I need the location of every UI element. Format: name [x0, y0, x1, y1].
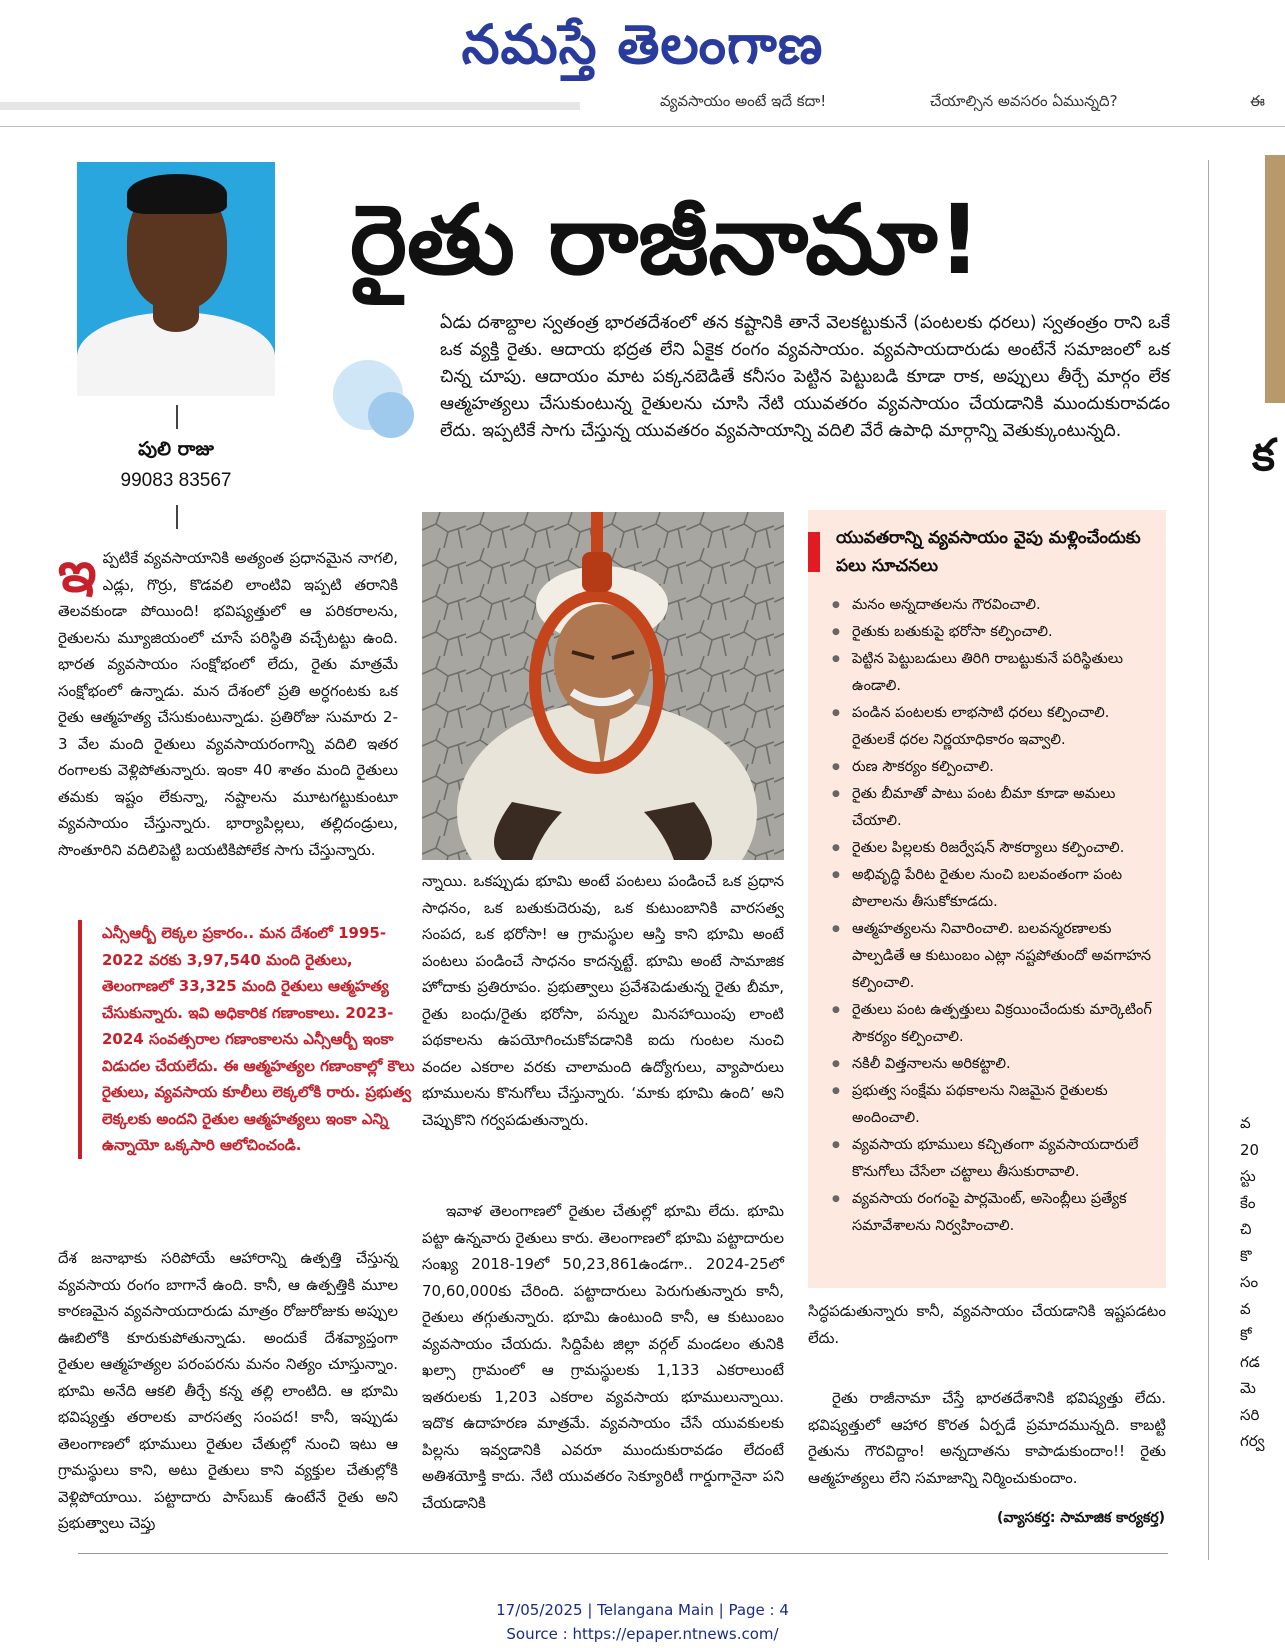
farmer-noose-illustration [422, 512, 784, 860]
column-2-para-2: ఇవాళ తెలంగాణలో రైతుల చేతుల్లో భూమి లేదు. భూమి పట్టా ఉన్నవారు రైతులు కారు. తెలంగాణలో భూమి పట్టాదారుల సంఖ్య 2018-19లో 50,23,861ఉండగా.. 2024-25లో 70,60,000కు చేరింది. పట్టాదారులు పెరుగుతున్నారు కానీ, రైతులు తగ్గుతున్నారు. భూమి ఉంటుంది కానీ, ఆ కుటుంబం వ్యవసాయం చేయదు. సిద్దిపేట జిల్లా వర్గల్ మండలం తునికి ఖల్సా గ్రామంలో ఆ గ్రామస్థులకు 1,133 ఎకరాలుంటే ఇతరులకు 1,203 ఎకరాల వ్యవసాయ భూములున్నాయి. ఇదొక ఉదాహరణ మాత్రమే. వ్యవసాయం చేసే యువకులకు పిల్లను ఇవ్వడానికి ఎవరూ ముందుకురావడం లేదంటే అతిశయోక్తి కాదు. నేటి యువతరం సెక్యూరిటీ గార్డుగానైనా పని చేయడానికి [422, 1202, 784, 1512]
strip-bar [0, 102, 580, 110]
pull-quote: ఎన్సీఆర్బీ లెక్కల ప్రకారం.. మన దేశంలో 1995-2022 వరకు 3,97,540 మంది రైతులు, తెలంగాణలో 33,325 మంది రైతులు ఆత్మహత్య చేసుకున్నారు. ఇవి అధికారిక గణాంకాలు. 2023- 2024 సంవత్సరాల గణాంకాలను ఎన్సీఆర్బీ ఇంకా విడుదల చేయలేదు. ఈ ఆత్మహత్యల గణాంకాల్లో కౌలు రైతులు, వ్యవసాయ కూలీలు లెక్కలోకి రారు. ప్రభుత్వ లెక్కలకు అందని రైతుల ఆత్మహత్యలు ఇంకా ఎన్ని ఉన్నాయో ఒక్కసారి ఆలోచించండి. [78, 920, 422, 1159]
list-item: ● రైతు బీమాతో పాటు పంట బీమా కూడా అమలు చేయాలి. [832, 781, 1152, 835]
divider [0, 126, 1285, 127]
masthead-logo: నమస్తే తెలంగాణ [461, 13, 824, 76]
strip-snippet-1: వ్యవసాయం అంటే ఇదే కదా! [660, 92, 827, 110]
adjacent-headline-glyph: క [1252, 430, 1275, 481]
list-item: ● రైతుల పిల్లలకు రిజర్వేషన్ సౌకర్యాలు కల్పించాలి. [832, 835, 1152, 862]
page-footer [0, 1598, 1285, 1646]
list-item: ● రైతులు పంట ఉత్పత్తులు విక్రయించేందుకు మార్కెటింగ్ సౌకర్యం కల్పించాలి. [832, 997, 1152, 1051]
strip-snippet-2: చేయాల్సిన అవసరం ఏమున్నది? [930, 92, 1118, 110]
intro-paragraph: ఏడు దశాబ్దాల స్వతంత్ర భారతదేశంలో తన కష్టానికి తానే వెలకట్టుకునే (పంటలకు ధరలు) స్వతంత్రం రాని ఒకే ఒక వ్యక్తి రైతు. ఆదాయ భద్రత లేని ఏకైక రంగం వ్యవసాయం. వ్యవసాయదారుడు అంటేనే సమాజంలో ఒక చిన్న చూపు. ఆదాయం మాట పక్కనబెడితే కనీసం పెట్టిన పెట్టుబడి కూడా రాక, అప్పులు తీర్చే మార్గం లేక ఆత్మహత్యలు చేసుకుంటున్న రైతులను చూసి నేటి యువతరం వ్యవసాయం చేయడానికి ముందుకురావడం లేదు. ఇప్పటికే సాగు చేస్తున్న యువతరం వ్యవసాయాన్ని వదిలి వేరే ఉపాధి మార్గాన్ని వెతుక్కుంటున్నది. [440, 313, 1170, 441]
adjacent-article-image [1265, 155, 1285, 403]
list-item: ● అభివృద్ధి పేరిట రైతుల నుంచి బలవంతంగా పంట పొలాలను తీసుకోకూడదు. [832, 862, 1152, 916]
author-name: పులి రాజు [138, 438, 214, 460]
suggestions-list [832, 592, 1152, 1240]
decorative-circle [368, 392, 414, 438]
sidebar-title: యువతరాన్ని వ్యవసాయం వైపు మళ్లించేందుకు పలు సూచనలు [836, 528, 1141, 576]
column-1-para-2: దేశ జనాభాకు సరిపోయే ఆహారాన్ని ఉత్పత్తి చేస్తున్న వ్యవసాయ రంగం బాగానే ఉంది. కానీ, ఆ ఉత్పత్తికి మూల కారణమైన వ్యవసాయదారుడు మాత్రం రోజురోజుకు అప్పుల ఊబిలోకి కూరుకుపోతున్నాడు. అందుకే దేశవ్యాప్తంగా రైతుల ఆత్మహత్యల పరంపరను మనం నిత్యం చూస్తున్నాం. భూమి అనేది ఆకలి తీర్చే కన్న తల్లి లాంటిది. ఆ భూమి భవిష్యత్తు తరాలకు వారసత్వ సంపద! కానీ, ఇప్పుడు తెలంగాణలో భూములు రైతుల చేతుల్లో నుంచి ఇటు ఆ గ్రామస్థులు కాని, అటు రైతులు కాని వ్యక్తుల చేతుల్లోకి వెళ్లిపోయాయి. పట్టాదారు పాస్‌బుక్ ఉంటేనే రైతు అని ప్రభుత్వాలు చెప్తు [58, 1249, 398, 1532]
column-1-para-1: ప్పటికే వ్యవసాయానికి అత్యంత ప్రధానమైన నాగలి, ఎడ్లు, గొర్రు, కొడవలి లాంటివి ఇప్పటి తరానికి తెలవకుండా పోయింది! భవిష్యత్తులో ఆ పరికరాలను, రైతులను మ్యూజియంలో చూసే పరిస్థితి వచ్చేటట్టు ఉంది. భారత వ్యవసాయం సంక్షోభంలో లేదు, రైతు మాత్రమే సంక్షోభంలో ఉన్నాడు. మన దేశంలో ప్రతి అర్ధగంటకు ఒక రైతు ఆత్మహత్య చేసుకుంటున్నాడు. ప్రతిరోజు సుమారు 2-3 వేల మంది రైతులు వ్యవసాయరంగాన్ని వదిలి ఇతర రంగాలకు వెళ్లిపోతున్నారు. ఇంకా 40 శాతం మంది రైతులు తమకు ఇష్టం లేకున్నా, నష్టాలను మూటగట్టుకుంటూ వ్యవసాయం చేస్తున్నారు. భార్యాపిల్లలు, తల్లిదండ్రులు, సొంతూరిని వదిలిపెట్టి బయటికిపోలేక సాగు చేస్తున్నారు. [58, 549, 398, 859]
list-item: ● రైతుకు బతుకుపై భరోసా కల్పించాలి. [832, 619, 1152, 646]
divider [78, 1553, 1168, 1554]
column-2-para-1: న్నాయి. ఒకప్పుడు భూమి అంటే పంటలు పండించే ఒక ప్రధాన సాధనం, ఒక బతుకుదెరువు, ఒక కుటుంబానికి వారసత్వ సంపద, ఒక భరోసా! ఆ గ్రామస్థుల ఆస్తి కాని భూమి అంటే పంటలు పండించే సాధనం కాదన్నట్టే. భూమి అంటే సామాజిక హోదాకు ప్రతిరూపం. ప్రభుత్వాలు ప్రవేశపెడుతున్న రైతు బీమా, రైతు బంధు/రైతు భరోసా, పన్నుల మినహాయింపు లాంటి పథకాలను ఉపయోగించుకోవడానికి ఐదు గుంటల నుంచి వందల ఎకరాల వరకు చాలామంది ఉద్యోగులు, వ్యాపారులు భూములను కొనుగోలు చేస్తున్నారు. ‘మాకు భూమి ఉంది’ అని చెప్పుకొని గర్వపడుతున్నారు. [422, 872, 784, 1129]
author-byline: (వ్యాసకర్త: సామాజిక కార్యకర్త) [997, 1510, 1165, 1526]
column-3-para-1: సిద్ధపడుతున్నారు కానీ, వ్యవసాయం చేయడానికి ఇష్టపడటం లేదు. [808, 1302, 1166, 1347]
divider [176, 405, 178, 429]
adjacent-article-text: వ 20 స్టు కేం చి కొ సం వ కో గడ మె సరి గర్వ [1240, 1114, 1265, 1450]
list-item: ● పండిన పంటలకు లాభసాటి ధరలు కల్పించాలి. రైతులకే ధరల నిర్ణయాధికారం ఇవ్వాలి. [832, 700, 1152, 754]
divider [1208, 160, 1209, 1560]
column-3-para-2: రైతు రాజీనామా చేస్తే భారతదేశానికి భవిష్యత్తు లేదు. భవిష్యత్తులో ఆహార కొరత ఏర్పడే ప్రమాదమున్నది. కాబట్టి రైతును గౌరవిద్దాం! అన్నదాతను కాపాడుకుందాం!! రైతు ఆత్మహత్యలు లేని సమాజాన్ని నిర్మించుకుందాం. [808, 1389, 1166, 1487]
illustration-svg [422, 512, 784, 860]
author-photo [77, 162, 275, 396]
list-item: ● వ్యవసాయ భూములు కచ్చితంగా వ్యవసాయదారులే కొనుగోలు చేసేలా చట్టాలు తీసుకురావాలి. [832, 1132, 1152, 1186]
dropcap: ఇ [58, 540, 97, 605]
column-1-top [58, 540, 398, 863]
list-item: ● పెట్టిన పెట్టుబడులు తిరిగి రాబట్టుకునే పరిస్థితులు ఉండాలి. [832, 646, 1152, 700]
list-item: ● నకిలీ విత్తనాలను అరికట్టాలి. [832, 1051, 1152, 1078]
list-item: ● మనం అన్నదాతలను గౌరవించాలి. [832, 592, 1152, 619]
footer-source-link[interactable]: Source : https://epaper.ntnews.com/ [506, 1625, 779, 1643]
headline: రైతు రాజీనామా! [350, 184, 982, 296]
top-strip [0, 92, 1285, 130]
list-item: ● ఆత్మహత్యలను నివారించాలి. బలవన్మరణాలకు పాల్పడితే ఆ కుటుంబం ఎట్లా నష్టపోతుందో అవగాహన కల్పించాలి. [832, 916, 1152, 997]
list-item: ● ప్రభుత్వ సంక్షేమ పథకాలను నిజమైన రైతులకు అందించాలి. [832, 1078, 1152, 1132]
strip-snippet-3: ఈ [1250, 92, 1265, 110]
footer-date-page: 17/05/2025 | Telangana Main | Page : 4 [496, 1601, 789, 1619]
accent-mark [808, 532, 820, 572]
suggestions-sidebar [808, 510, 1166, 1288]
author-phone: 99083 83567 [120, 470, 232, 491]
list-item: ● రుణ సౌకర్యం కల్పించాలి. [832, 754, 1152, 781]
list-item: ● వ్యవసాయ రంగంపై పార్లమెంట్, అసెంబ్లీలు ప్రత్యేక సమావేశాలను నిర్వహించాలి. [832, 1186, 1152, 1240]
divider [176, 505, 178, 529]
